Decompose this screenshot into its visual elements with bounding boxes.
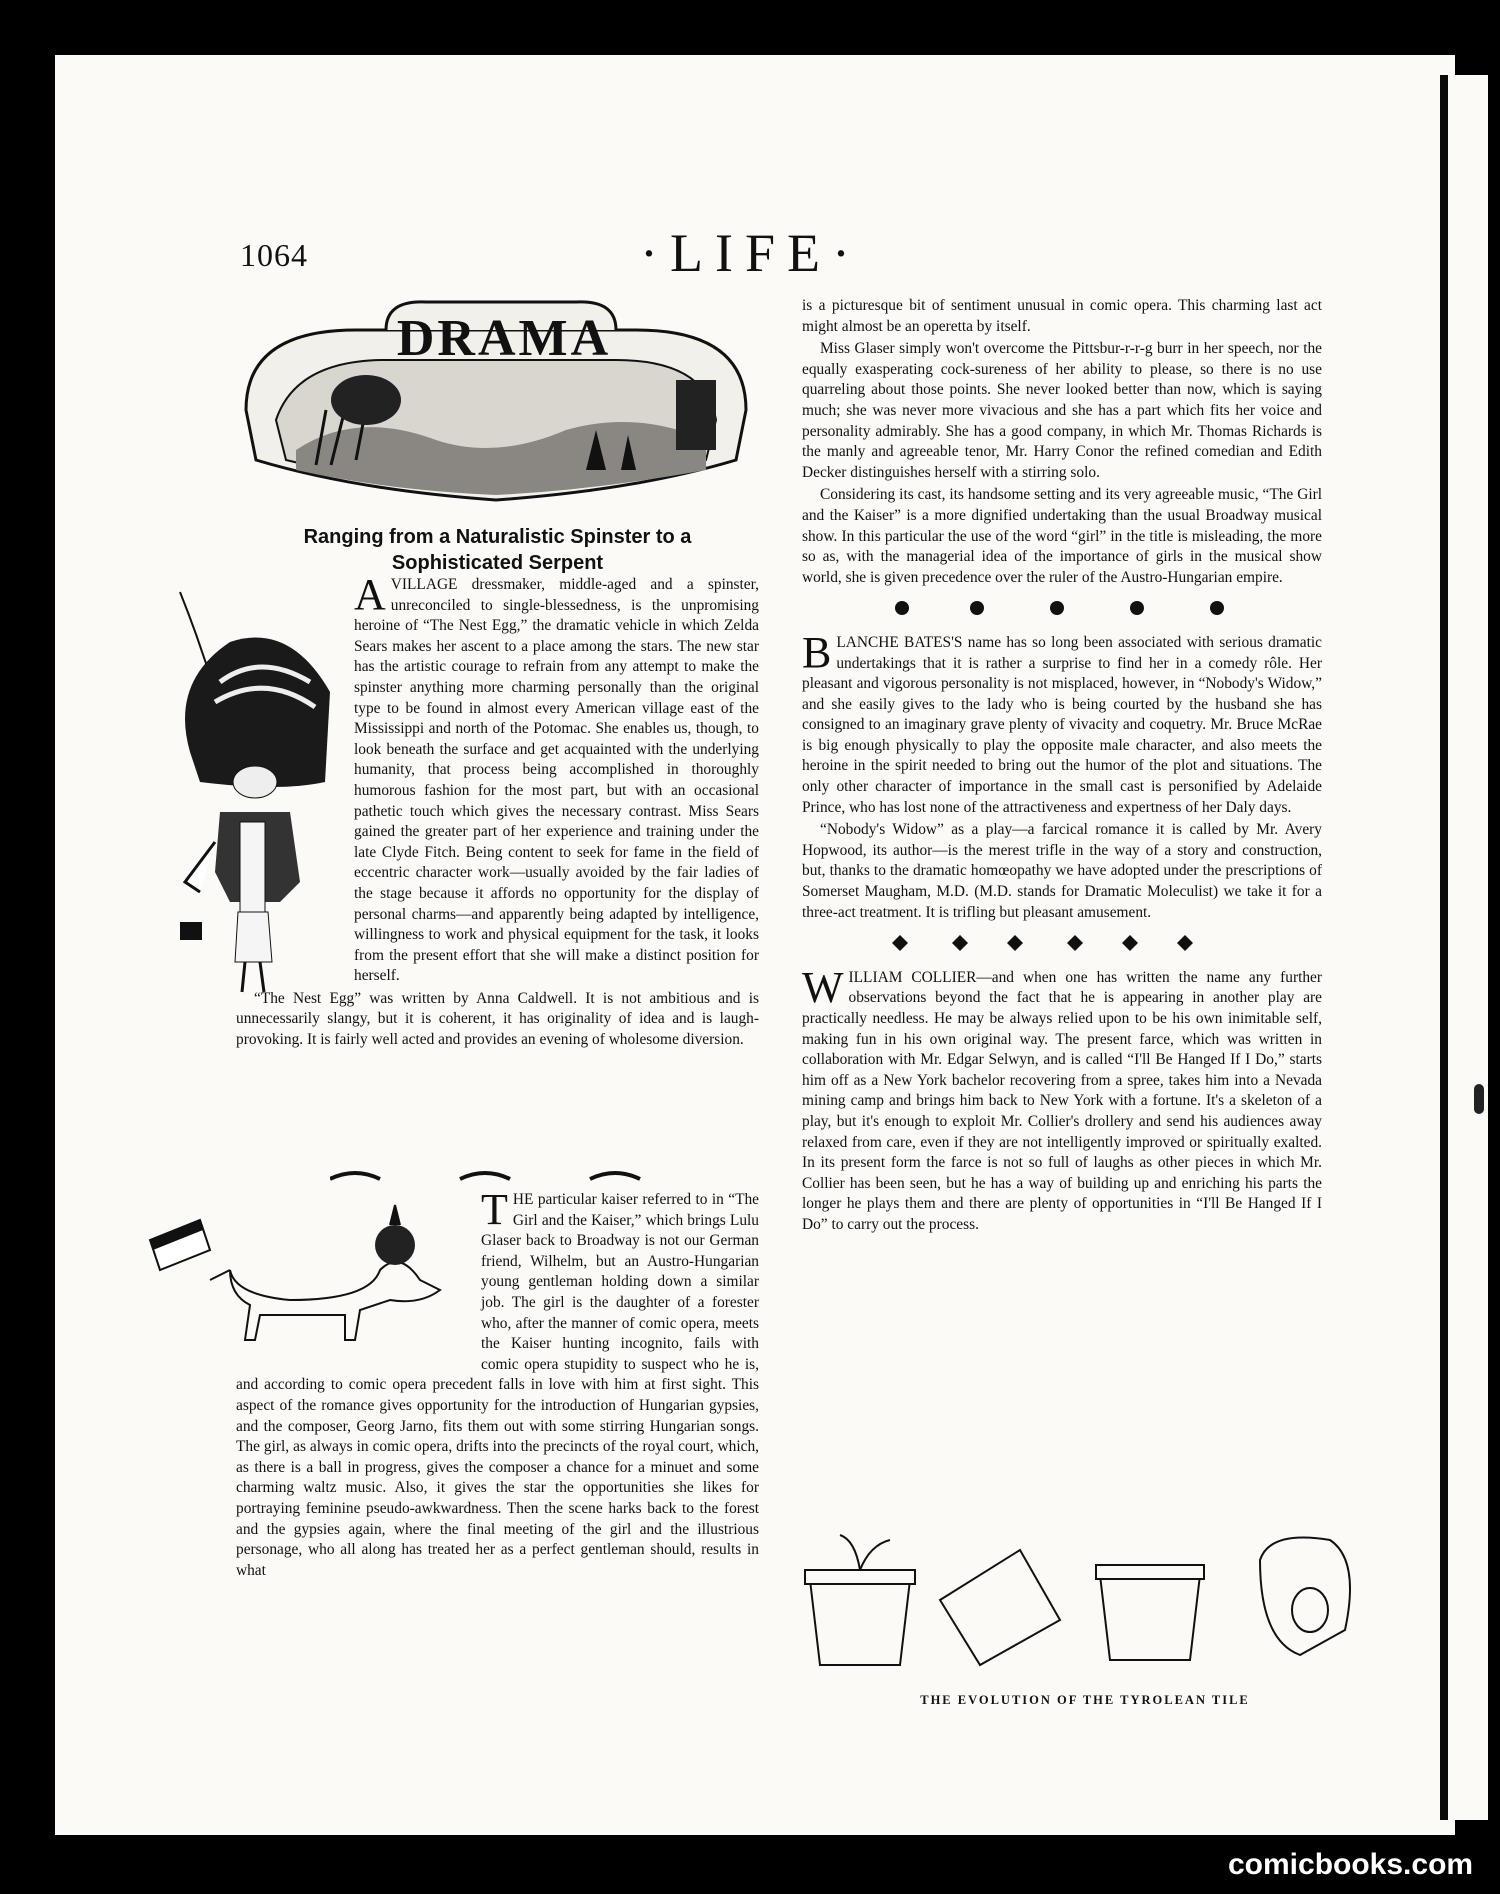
left-column-bottom	[236, 1185, 759, 1583]
watermark: comicbooks.com	[1228, 1848, 1474, 1881]
paragraph-text: ILLIAM COLLIER—and when one has written the name any further observations beyond the fact that he is appearing in another play are practically needless. He may be always relied upon to be his own inimitable self, making fun in his own original way. The present farce, which was written in collaboration with Mr. Edgar Selwyn, and is called “I'll Be Hanged If I Do,” starts him off as a New York bachelor recovering from a spree, takes him into a Nevada mining camp and brings him back to New York with a fortune. It's a skeleton of a play, but it's enough to exploit Mr. Collier's drollery and send his audiences away relaxed from care, even if they are not intelligently improved or spiritually exalted. In its present form the farce is not so full of laughs as other pieces in which Mr. Collier has been seen, but he has a way of building up and enriching his parts the longer he plays them and there are plenty of opportunities in “I'll Be Hanged If I Do” to carry out the process.	[802, 968, 1322, 1233]
paragraph-text: LANCHE BATES'S name has so long been associated with serious dramatic undertakings that it is rather a surprise to find her in a comedy rôle. Her pleasant and vigorous personality is not misplaced, however, in “Nobody's Widow,” and she easily gives to the lady who is being courted by the husband she has consigned to an imaginary grave plenty of vivacity and coquetry. Mr. Bruce McRae is big enough physically to play the opposite male character, and also meets the heroine in the spirit needed to bring out the humor of the plot and situations. The only other character of importance in the small cast is personified by Adelaide Prince, who has lost none of the attractiveness and expertness of her Daly days.	[802, 633, 1322, 816]
next-page-mark	[1474, 1084, 1484, 1114]
paragraph	[802, 627, 1322, 818]
paragraph: “Nobody's Widow” as a play—a farcical romance it is called by Mr. Avery Hopwood, its author—is the merest trifle in the way of a story and construction, but, thanks to the dramatic homœopathy we have adopted under the prescriptions of Somerset Maugham, M.D. (M.D. stands for Dramatic Moleculist) we take it for a three-act treatment. It is trifling but pleasant amusement.	[802, 821, 1322, 921]
article-heading: Ranging from a Naturalistic Spinster to a Sophisticated Serpent	[303, 526, 692, 574]
paragraph-text: HE particular kaiser referred to in “The Girl and the Kaiser,” which brings Lulu Glaser back to Broadway is not our German friend, Wilhelm, but an Austro-Hungarian young gentleman holding down a similar job. The girl is the daughter of a forester who, after the manner of comic opera, meets the Kaiser hunting incognito, fails with comic opera stupidity to suspect who he is, and according to comic opera precedent falls in love with him at first sight. This aspect of the romance gives opportunity for the introduction of Hungarian gypsies, and the composer, Georg Jarno, fits them out with some stirring Hungarian songs. The girl, as always in comic opera, drifts into the precincts of the royal court, which, as there is a ball in progress, gives the composer a chance for a minuet and some charming waltz music. Also, it gives the star the opportunities she likes for portraying feminine pseudo-awkwardness. Then the scene harks back to the forest and the gypsies again, where the final meeting of the girl and the illustrious personage, who all along has treated her as a perfect gentleman should, results in what	[236, 1191, 759, 1579]
ornament-divider	[802, 590, 1322, 626]
ornament-divider	[330, 1167, 650, 1187]
illustration-caption: THE EVOLUTION OF THE TYROLEAN TILE	[920, 1693, 1250, 1707]
paragraph: Considering its cast, its handsome setting and its very agreeable music, “The Girl and the Kaiser” is a more dignified undertaking than the usual Broadway musical show. In this particular the use of the word “girl” in the title is misleading, the more so as, with the managerial idea of the importance of girls in the musical show world, she is given precedence over the ruler of the Austro-Hungarian empire.	[802, 486, 1322, 586]
page-number: 1064	[240, 237, 308, 273]
paragraph: is a picturesque bit of sentiment unusual in comic opera. This charming last act might almost be an operetta by itself.	[802, 297, 1322, 335]
next-page-edge	[1448, 75, 1488, 1820]
paragraph-text: VILLAGE dressmaker, middle-aged and a spinster, unreconciled to single-blessedness, is the unpromising heroine of “The Nest Egg,” the dramatic vehicle in which Zelda Sears makes her ascent to a place among the stars. The new star has the artistic courage to refrain from any attempt to make the spinster anything more charming personally than the original type to be found in almost every American village east of the Mississippi and north of the Potomac. She enables us, though, to look beneath the surface and get acquainted with the underlying humanity, that process being accomplished in thoroughly humorous fashion for the most part, but with an occasional pathetic touch which gives the necessary contrast. Miss Sears gained the greater part of her experience and training under the late Clyde Fitch. Being content to seek for fame in the field of eccentric character work—usually avoided by the fair ladies of the stage because it affords no opportunity for the display of personal charms—and apparently being adapted by intelligence, willingness to work and physical equipment for the task, it looks from the present effort that she will make a distinct position for herself.	[354, 576, 759, 985]
drop-cap: W	[802, 962, 844, 1012]
masthead: ·LIFE·	[640, 223, 862, 283]
tyrolean-tile-illustration	[800, 1520, 1370, 1680]
paragraph: “The Nest Egg” was written by Anna Caldwell. It is not ambitious and is unnecessarily slangy, but it is coherent, it has originality of idea and is laugh-provoking. It is fairly well acted and provides an evening of wholesome diversion.	[236, 989, 759, 1049]
paragraph	[802, 962, 1322, 1236]
drop-cap: A	[354, 570, 386, 619]
paragraph: Miss Glaser simply won't overcome the Pittsbur-r-r-g burr in her speech, nor the equally exasperating cock-sureness of her ability to please, so there is no use quarreling about those points. She never looked better than now, which is saying much; she was never more vivacious and she has a part which fits her voice and personality admirably. She has a good company, in which Mr. Thomas Richards is the manly and agreeable tenor, Mr. Harry Conor the refined comedian and Edith Decker distinguishes herself with a stirring solo.	[802, 340, 1322, 481]
ornament-divider	[802, 925, 1322, 961]
drop-cap: B	[802, 627, 832, 677]
drop-cap: T	[481, 1185, 508, 1234]
page-gutter	[1440, 75, 1448, 1820]
drama-banner-illustration	[236, 290, 756, 510]
banner-word: DRAMA	[396, 310, 612, 367]
right-column	[802, 296, 1322, 1238]
left-column-top	[236, 570, 759, 1053]
